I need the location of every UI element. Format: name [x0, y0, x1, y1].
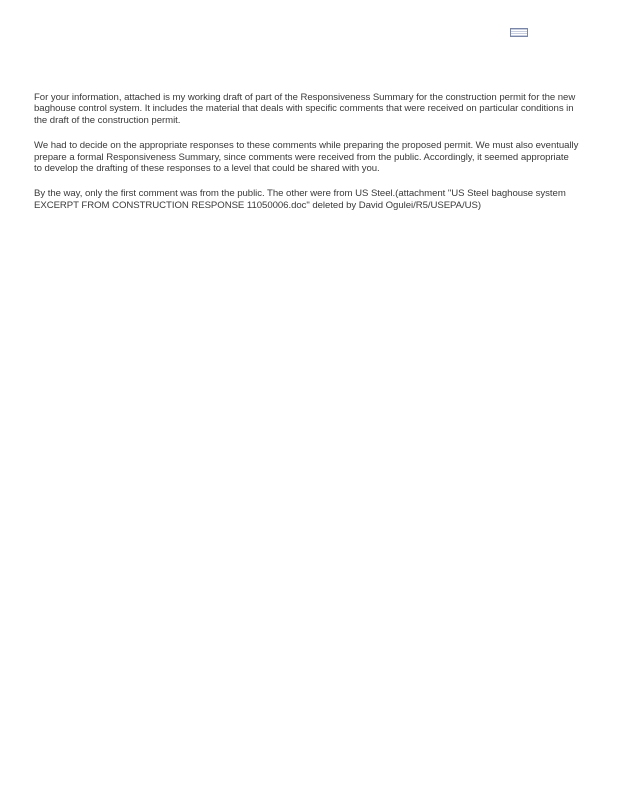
email-body [34, 92, 579, 221]
document-stamp-icon [510, 28, 528, 37]
paragraph-attachment-info: For your information, attached is my working draft of part of the Responsiveness Summary for the construction permit for the new baghouse control system. It includes the material that deals with specific comments that were received on particular conditions in the draft of the construction permit. [34, 92, 576, 126]
paragraph-comment-source: By the way, only the first comment was from the public. The other were from US Steel.(attachment "US Steel baghouse system EXCERPT FROM CONSTRUCTION RESPONSE 11050006.doc" deleted by David Ogulei/R5/USEPA/US) [34, 188, 566, 211]
paragraph-responses: We had to decide on the appropriate responses to these comments while preparing the proposed permit. We must also eventually prepare a formal Responsiveness Summary, since comments were received from the public. Accordingly, it seemed appropriate to develop the drafting of these responses to a level that could be shared with you. [34, 140, 579, 175]
